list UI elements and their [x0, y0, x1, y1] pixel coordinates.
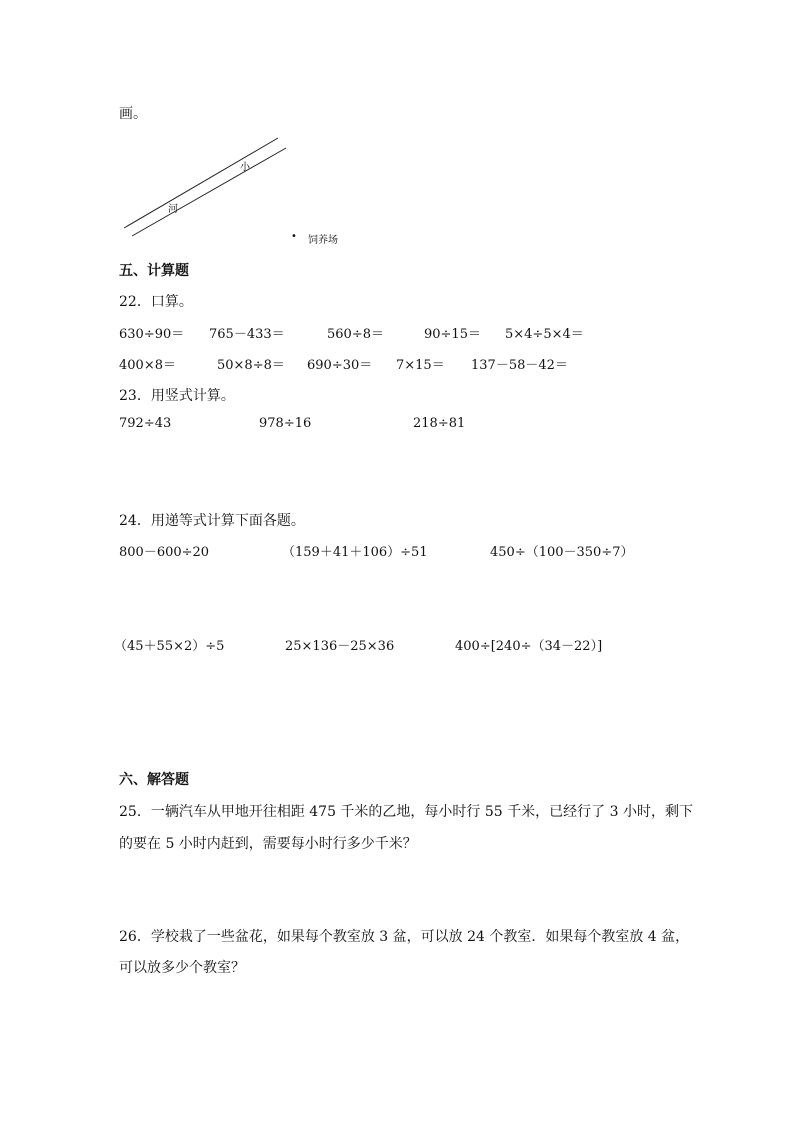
q23-item-1: 792÷43 [119, 416, 172, 431]
q25-line-2: 的要在 5 小时内赶到，需要每小时行多少千米？ [119, 836, 417, 852]
q24-r1-c2: （159＋41＋106）÷51 [282, 545, 428, 560]
river-diagram [110, 130, 360, 245]
q23-item-3: 218÷81 [413, 416, 466, 431]
river-label-xiao: 小 [240, 162, 250, 173]
q22-r1-c4: 90÷15＝ [424, 327, 481, 342]
q22-r2-c5: 137－58－42＝ [471, 358, 568, 373]
q22-r2-c2: 50×8÷8＝ [217, 358, 285, 373]
river-bank-upper [124, 138, 278, 228]
farm-bullet: • [291, 231, 297, 242]
q24-r2-c1: （45＋55×2）÷5 [114, 639, 225, 654]
farm-label: 饲养场 [308, 235, 338, 246]
q23-title: 23．用竖式计算。 [119, 388, 235, 404]
q22-r1-c2: 765－433＝ [209, 327, 285, 342]
river-label-he: 河 [168, 204, 178, 215]
q26-line-2: 可以放多少个教室？ [119, 960, 245, 976]
q23-item-2: 978÷16 [259, 416, 312, 431]
q24-title: 24．用递等式计算下面各题。 [119, 513, 305, 529]
section5-title: 五、计算题 [119, 263, 189, 279]
q22-title: 22．口算。 [119, 294, 193, 310]
q24-r1-c1: 800－600÷20 [119, 545, 210, 560]
q24-r1-c3: 450÷（100－350÷7） [490, 545, 634, 560]
q26-line-1: 26．学校栽了一些盆花，如果每个教室放 3 盆，可以放 24 个教室．如果每个教室放 4 盆， [119, 929, 690, 945]
intro-tail-text: 画。 [119, 106, 147, 122]
q24-r2-c3: 400÷[240÷（34－22）] [455, 639, 603, 654]
q22-r2-c1: 400×8＝ [119, 358, 176, 373]
q22-r1-c1: 630÷90＝ [119, 327, 185, 342]
q22-r2-c4: 7×15＝ [396, 358, 445, 373]
q22-r1-c3: 560÷8＝ [327, 327, 384, 342]
q22-r2-c3: 690÷30＝ [307, 358, 373, 373]
section6-title: 六、解答题 [119, 772, 189, 788]
q25-line-1: 25．一辆汽车从甲地开往相距 475 千米的乙地，每小时行 55 千米，已经行了 3 小时，剩下 [119, 804, 693, 820]
q22-r1-c5: 5×4÷5×4＝ [505, 327, 584, 342]
q24-r2-c2: 25×136－25×36 [285, 639, 395, 654]
river-bank-lower [132, 148, 286, 236]
